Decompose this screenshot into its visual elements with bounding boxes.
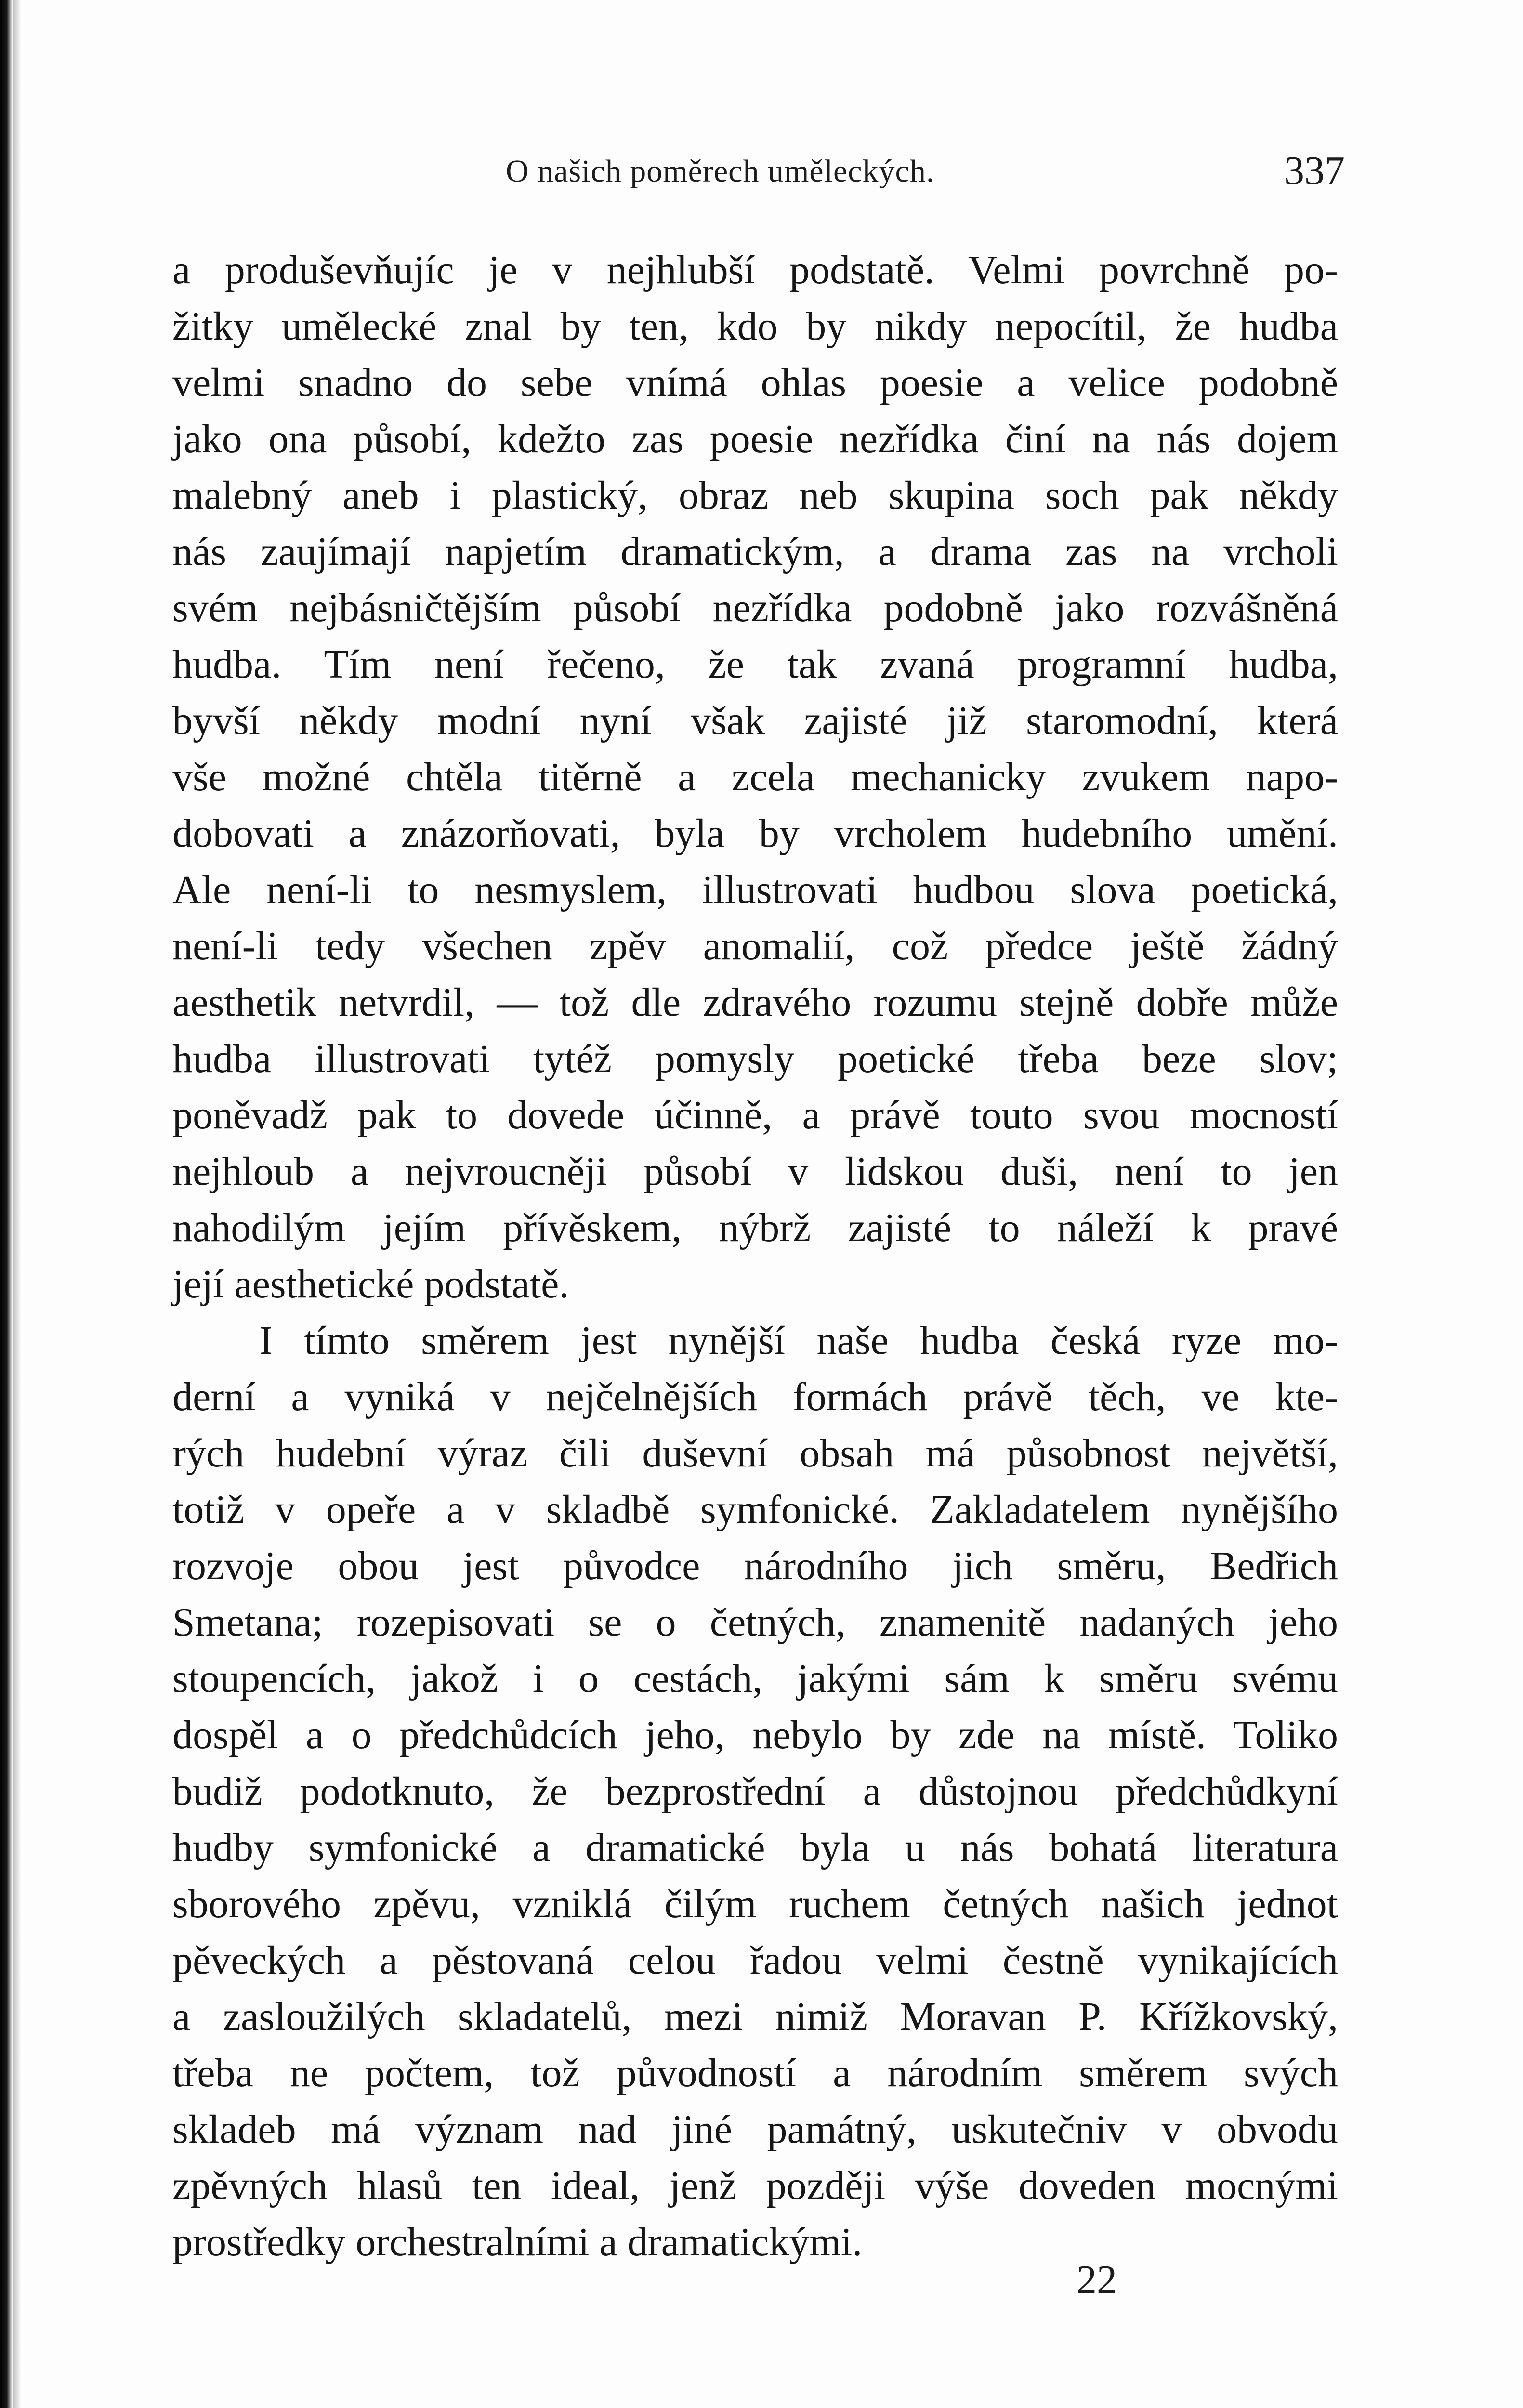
- text-line: poněvadž pak to dovede účinně, a právě touto svou mocností: [172, 1093, 1338, 1138]
- text-line: hudba illustrovati tytéž pomysly poetické třeba beze slov;: [172, 1036, 1338, 1081]
- paragraph-end-line: prostředky orchestralními a dramatickými.: [172, 2220, 863, 2264]
- text-line: a zasloužilých skladatelů, mezi nimiž Moravan P. Křížkovský,: [172, 1994, 1338, 2039]
- text-line: dospěl a o předchůdcích jeho, nebylo by zde na místě. Toliko: [172, 1713, 1338, 1757]
- text-line: jako ona působí, kdežto zas poesie nezřídka činí na nás dojem: [172, 417, 1338, 461]
- page-number: 337: [1284, 148, 1345, 193]
- text-line: byvší někdy modní nyní však zajisté již staromodní, která: [172, 698, 1338, 743]
- text-line: rých hudební výraz čili duševní obsah má působnost největší,: [172, 1431, 1338, 1476]
- printer-signature-mark: 22: [1077, 2257, 1117, 2302]
- text-line: zpěvných hlasů ten ideal, jenž později výše doveden mocnými: [172, 2163, 1338, 2208]
- text-line: stoupencích, jakož i o cestách, jakými sám k směru svému: [172, 1656, 1338, 1701]
- page-edge-gradient: [13, 0, 21, 2408]
- text-line: pěveckých a pěstovaná celou řadou velmi čestně vynikajících: [172, 1938, 1338, 1983]
- text-line: žitky umělecké znal by ten, kdo by nikdy nepocítil, že hudba: [172, 304, 1338, 349]
- body-text: [172, 242, 1338, 2270]
- text-line: Smetana; rozepisovati se o četných, znamenitě nadaných jeho: [172, 1600, 1338, 1645]
- text-line: nás zaujímají napjetím dramatickým, a drama zas na vrcholi: [172, 529, 1338, 574]
- text-line: totiž v opeře a v skladbě symfonické. Zakladatelem nynějšího: [172, 1487, 1338, 1532]
- page-edge-shadow: [0, 0, 13, 2408]
- paragraph-start-line: I tímto směrem jest nynější naše hudba česká ryze mo-: [259, 1318, 1338, 1363]
- text-line: aesthetik netvrdil, — tož dle zdravého rozumu stejně dobře může: [172, 980, 1338, 1025]
- text-line: vše možné chtěla titěrně a zcela mechanicky zvukem napo-: [172, 755, 1338, 799]
- text-line: Ale není-li to nesmyslem, illustrovati hudbou slova poetická,: [172, 867, 1338, 912]
- text-line: velmi snadno do sebe vnímá ohlas poesie a velice podobně: [172, 360, 1338, 405]
- text-line: nahodilým jejím přívěskem, nýbrž zajisté to náleží k pravé: [172, 1205, 1338, 1250]
- text-line: hudba. Tím není řečeno, že tak zvaná programní hudba,: [172, 642, 1338, 687]
- text-line: dobovati a znázorňovati, byla by vrcholem hudebního umění.: [172, 811, 1338, 856]
- text-line: skladeb má význam nad jiné památný, uskutečniv v obvodu: [172, 2107, 1338, 2152]
- text-line: není-li tedy všechen zpěv anomalií, což předce ještě žádný: [172, 924, 1338, 968]
- paragraph-end-line: její aesthetické podstatě.: [172, 1262, 569, 1307]
- text-line: derní a vyniká v nejčelnějších formách právě těch, ve kte-: [172, 1374, 1338, 1419]
- text-line: svém nejbásničtějším působí nezřídka podobně jako rozvášněná: [172, 586, 1338, 630]
- text-line: sborového zpěvu, vzniklá čilým ruchem četných našich jednot: [172, 1882, 1338, 1926]
- text-line: hudby symfonické a dramatické byla u nás bohatá literatura: [172, 1825, 1338, 1870]
- text-line: nejhloub a nejvroucněji působí v lidskou duši, není to jen: [172, 1149, 1338, 1194]
- text-line: rozvoje obou jest původce národního jich směru, Bedřich: [172, 1544, 1338, 1588]
- text-line: malebný aneb i plastický, obraz neb skupina soch pak někdy: [172, 473, 1338, 518]
- text-line: budiž podotknuto, že bezprostřední a důstojnou předchůdkyní: [172, 1769, 1338, 1814]
- text-line: třeba ne počtem, tož původností a národním směrem svých: [172, 2051, 1338, 2095]
- text-line: a produševňujíc je v nejhlubší podstatě. Velmi povrchně po-: [172, 248, 1338, 292]
- running-head-title: O našich poměrech uměleckých.: [506, 154, 935, 189]
